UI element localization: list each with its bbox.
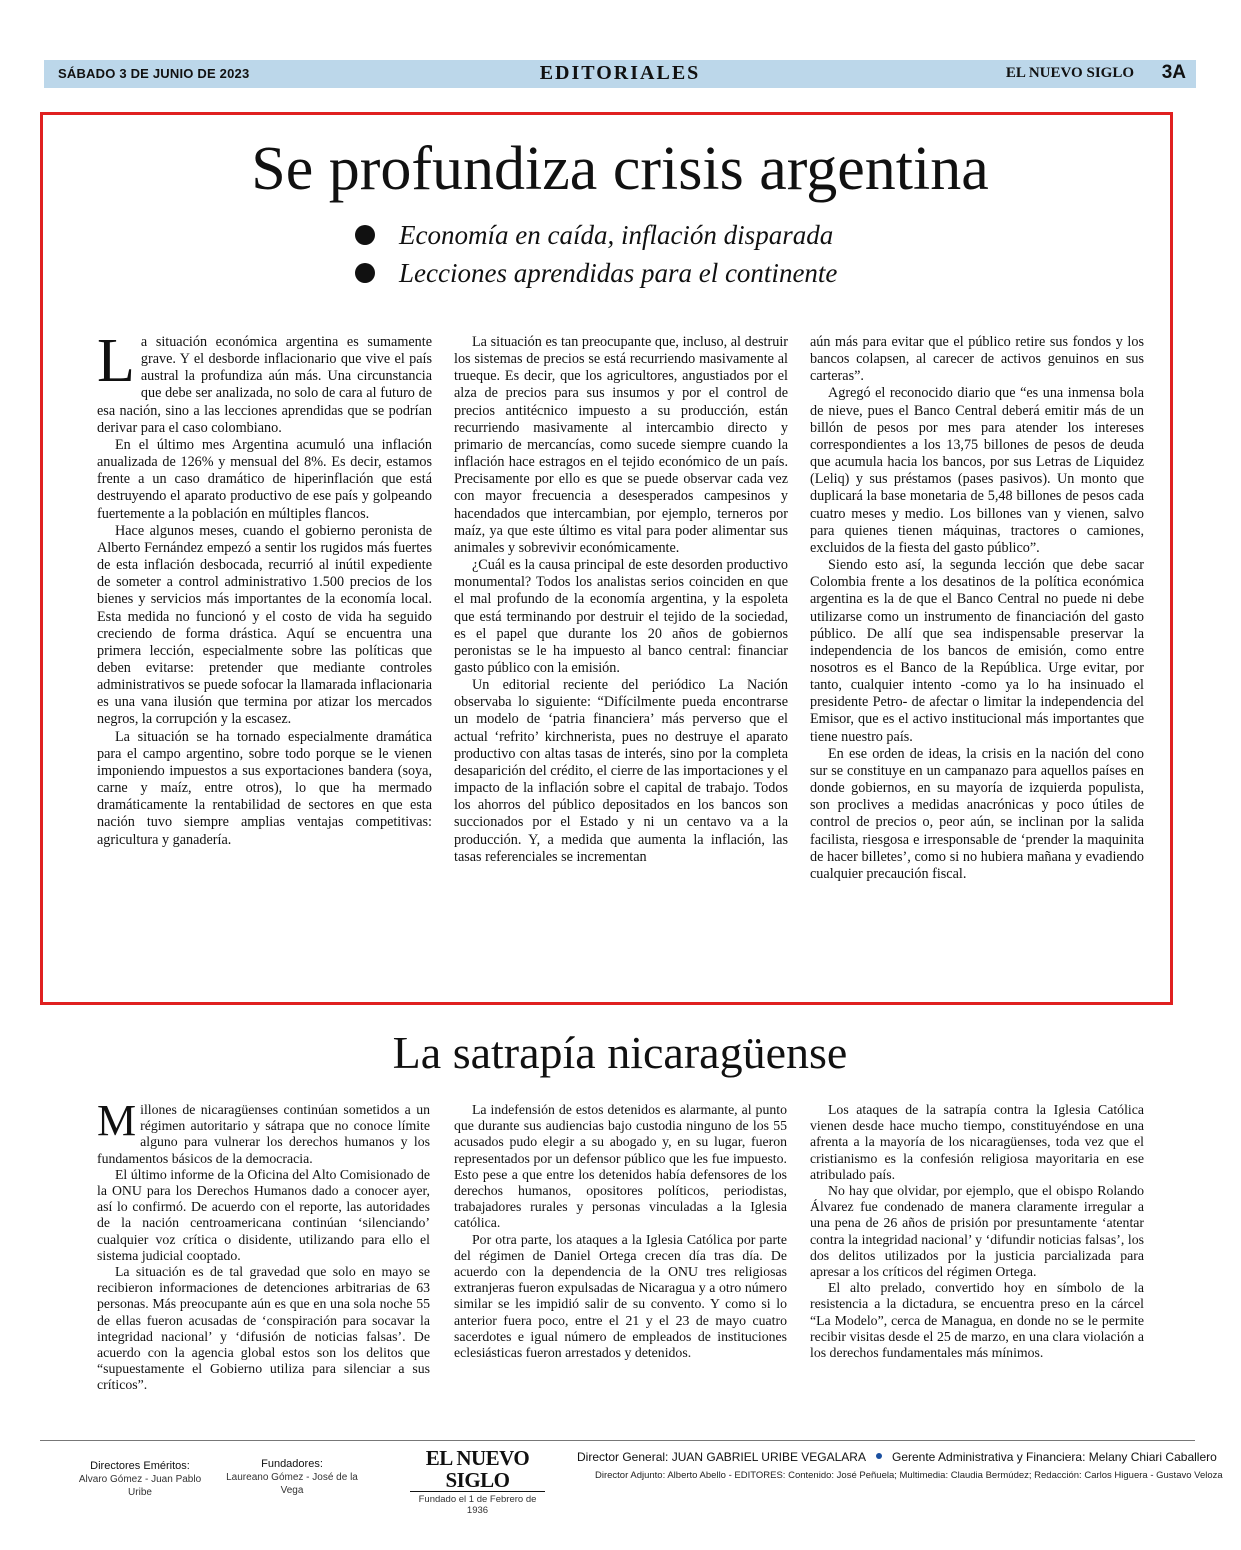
bullet-icon [876, 1453, 882, 1459]
editorial-2-column-2: La indefensión de estos detenidos es alarmante, al punto que durante sus audiencias bajo custodia ninguno de los 55 acusados pudo elegir a su abogado y, en su lugar, fueron representados por un defensor público que les fue impuesto. Esto pese a que entre los detenidos había defensores de los derechos humanos, opositores políticos, periodistas, trabajadores rurales y personas vinculadas a la Iglesia católica. Por otra parte, los ataques a la Iglesia Católica por parte del régimen de Daniel Ortega crecen día tras día. De acuerdo con la dependencia de la ONU tres religiosas extranjeras fueron expulsadas de Nicaragua y a otro número similar se les impidió salir de su convento. Y como si lo anterior fuera poco, entre el 21 y el 23 de mayo cuatro sacerdotes e igual número de empleados de instituciones eclesiásticas fueron arrestados y detenidos. [454, 1102, 787, 1361]
editorial-2-title: La satrapía nicaragüense [392, 1027, 848, 1078]
management-line: Director General: JUAN GABRIEL URIBE VEGALARA Gerente Administrativa y Financiera: Melany Chiari Caballero [577, 1450, 1217, 1464]
page-number: 3A [1161, 62, 1186, 83]
kicker-2: Lecciones aprendidas para el continente [355, 260, 837, 287]
founders: Fundadores: Laureano Gómez - José de la Vega [226, 1458, 358, 1496]
editorial-2-column-1: Millones de nicaragüenses continúan sometidos a un régimen autoritario y sátrapa que no conoce límite alguno para vulnerar los derechos humanos y los fundamentos básicos de la democracia. El último informe de la Oficina del Alto Comisionado de la ONU para los Derechos Humanos dado a conocer ayer, así lo confirmó. De acuerdo con el reporte, las autoridades de la nación centroamericana continúan ‘silenciando’ cualquier voz crítica o disidente, utilizando para ello el sistema judicial cooptado. La situación es de tal gravedad que solo en mayo se recibieron informaciones de detenciones arbitrarias de 63 personas. Más preocupante aún es que en una sola noche 55 de ellas fueron acusadas de ‘conspiración para socavar la integridad nacional’ y ‘difusión de noticias falsas’. De acuerdo con la agencia global estos son los delitos que “supuestamente el Gobierno utiliza para silenciar a sus críticos”. [97, 1096, 430, 1393]
drop-cap: L [97, 327, 135, 395]
editorial-1-column-1: La situación económica argentina es sumamente grave. Y el desborde inflacionario que vive el país austral la profundiza aún más. Una circunstancia que debe ser analizada, no solo de cara al futuro de esa nación, sino a las lecciones aprendidas que se podrían derivar para el caso colombiano. En el último mes Argentina acumuló una inflación anualizada de 126% y mensual del 8%. Es decir, estamos frente a un caso dramático de hiperinflación que está destruyendo el aparato productivo de ese país y golpeando fuertemente a la población en múltiples flancos. Hace algunos meses, cuando el gobierno peronista de Alberto Fernández empezó a sentir los rugidos más fuertes de esta inflación desbocada, recurrió al inútil expediente de someter a control administrativo 1.500 precios de los bienes y servicios más importantes de la economía local. Esta medida no funcionó y el costo de vida ha seguido creciendo de forma drástica. Aquí se encuentra una primera lección, especialmente sobre las políticas que deben evitarse: pretender que mediante controles administrativos se puede sofocar la llamarada inflacionaria es una vana ilusión que termina por atizar los mercados negros, la corrupción y la escasez. La situación se ha tornado especialmente dramática para el campo argentino, sobre todo porque se le vienen imponiendo impuestos a sus exportaciones bandera (soya, carne y maíz, entre otros), lo que ha mermado dramáticamente la rentabilidad de sectores en que esta nación tuvo siempre amplias ventajas competitivas: agricultura y ganadería. [97, 327, 432, 848]
editorial-1-title: Se profundiza crisis argentina [251, 135, 989, 203]
editorial-2-column-3: Los ataques de la satrapía contra la Iglesia Católica vienen desde hace mucho tiempo, constituyéndose en una afrenta a la mayoría de los nicaragüenses, toda vez que el cristianismo es la confesión religiosa mayoritaria en ese atribulado país. No hay que olvidar, por ejemplo, que el obispo Rolando Álvarez fue condenado de manera claramente irregular a una pena de 26 años de prisión por presuntamente ‘atentar contra la integridad nacional’ y ‘difundir noticias falsas’, los dos delitos utilizados por la justicia parcializada para apresar a los críticos del régimen Ortega. El alto prelado, convertido hoy en símbolo de la resistencia a la dictadura, se encuentra preso en la cárcel “La Modelo”, cerca de Managua, en donde no se le permite recibir visitas desde el 25 de marzo, en una clara violación a los derechos fundamentales más mínimos. [810, 1102, 1144, 1361]
newspaper-logo: EL NUEVO SIGLO Fundado el 1 de Febrero de 1936 [410, 1447, 545, 1516]
page-header [44, 60, 1196, 88]
editorial-1-column-2: La situación es tan preocupante que, incluso, al destruir los sistemas de precios se está recurriendo masivamente al trueque. Es decir, que los agricultores, angustiados por el alza de precios para sus insumos y por el control de precios antitécnico impuesto a su producción, están recurriendo masivamente al intercambio directo y primario de mercancías, como sucede siempre cuando la inflación hace estragos en el tejido económico de un país. Precisamente por ello es que se puede observar cada vez con mayor frecuencia a desesperados campesinos y hacendados que intercambian, por ejemplo, terneros por maíz, ya que este último es vital para poder alimentar sus animales y sobrevivir económicamente. ¿Cuál es la causa principal de este desorden productivo monumental? Todos los analistas serios coinciden en que el mal profundo de la economía argentina, y la espoleta que está terminando por destruir el tejido de la sociedad, es el papel que durante los 20 años de gobiernos peronistas se le ha impuesto al banco central: financiar gasto público con la emisión. Un editorial reciente del periódico La Nación observaba lo siguiente: “Difícilmente pueda encontrarse un modelo de ‘patria financiera’ más perverso que el actual ‘refrito’ kirchnerista, pues no destruye el aparato productivo con altas tasas de interés, sino por la completa desaparición del crédito, el cierre de las importaciones y el impacto de la inflación sobre el capital de trabajo. Todos los ahorros del público depositados en los bancos son succionados por el Estado y ni un centavo va a la producción. Y, a medida que aumenta la inflación, las tasas referenciales se incrementan [454, 334, 788, 865]
section-title: EDITORIALES [539, 62, 701, 84]
issue-date: SÁBADO 3 DE JUNIO DE 2023 [58, 66, 250, 81]
newspaper-name: EL NUEVO SIGLO [1005, 65, 1134, 81]
editors-line: Director Adjunto: Alberto Abello - EDITORES: Contenido: José Peñuela; Multimedia: Claudia Bermúdez; Redacción: Carlos Higuera - Gustavo Veloza [595, 1470, 1223, 1481]
directors-emeritus: Directores Eméritos: Alvaro Gómez - Juan Pablo Uribe [78, 1460, 202, 1498]
editorial-1-column-3: aún más para evitar que el público retire sus fondos y los bancos colapsen, al carecer de activos genuinos en sus carteras”. Agregó el reconocido diario que “es una inmensa bola de nieve, pues el Banco Central deberá emitir más de un billón de pesos por mes para atender los intereses correspondientes a los 13,75 billones de pesos de deuda que acumula hacia los bancos, por sus Letras de Liquidez (Leliq) y sus préstamos (pases pasivos). Un monto que duplicará la base monetaria de 5,48 billones de pesos cada cuatro meses y medio. Los billones van y vienen, salvo para quienes tienen máquinas, tractores o camiones, excluidos de la fiesta del gasto público”. Siendo esto así, la segunda lección que debe sacar Colombia frente a los desatinos de la política económica argentina es la de que el Banco Central no puede ni debe utilizarse como un instrumento de financiación del gasto público. De allí que sea indispensable preservar la independencia de los bancos de emisión, como entre nosotros es el Banco de la República. Urge evitar, por tanto, cualquier intento -como ya lo ha insinuado el presidente Petro- de afectar o limitar la independencia del Emisor, que es el activo institucional más importantes que tiene nuestro país. En ese orden de ideas, la crisis en la nación del cono sur se constituye en un campanazo para aquellos países en donde gobiernos, en su mayoría de izquierda populista, son proclives a medidas anacrónicas y poco útiles de control de precios o, peor aún, se inclinan por la salida facilista, riesgosa e irresponsable de ‘prender la maquinita de hacer billetes’, como si no hubiera mañana y evadiendo cualquier precaución fiscal. [810, 334, 1144, 882]
bullet-icon [355, 225, 375, 245]
footer-divider [40, 1440, 1195, 1441]
kicker-1: Economía en caída, inflación disparada [355, 222, 833, 249]
bullet-icon [355, 263, 375, 283]
drop-cap: M [97, 1096, 137, 1145]
